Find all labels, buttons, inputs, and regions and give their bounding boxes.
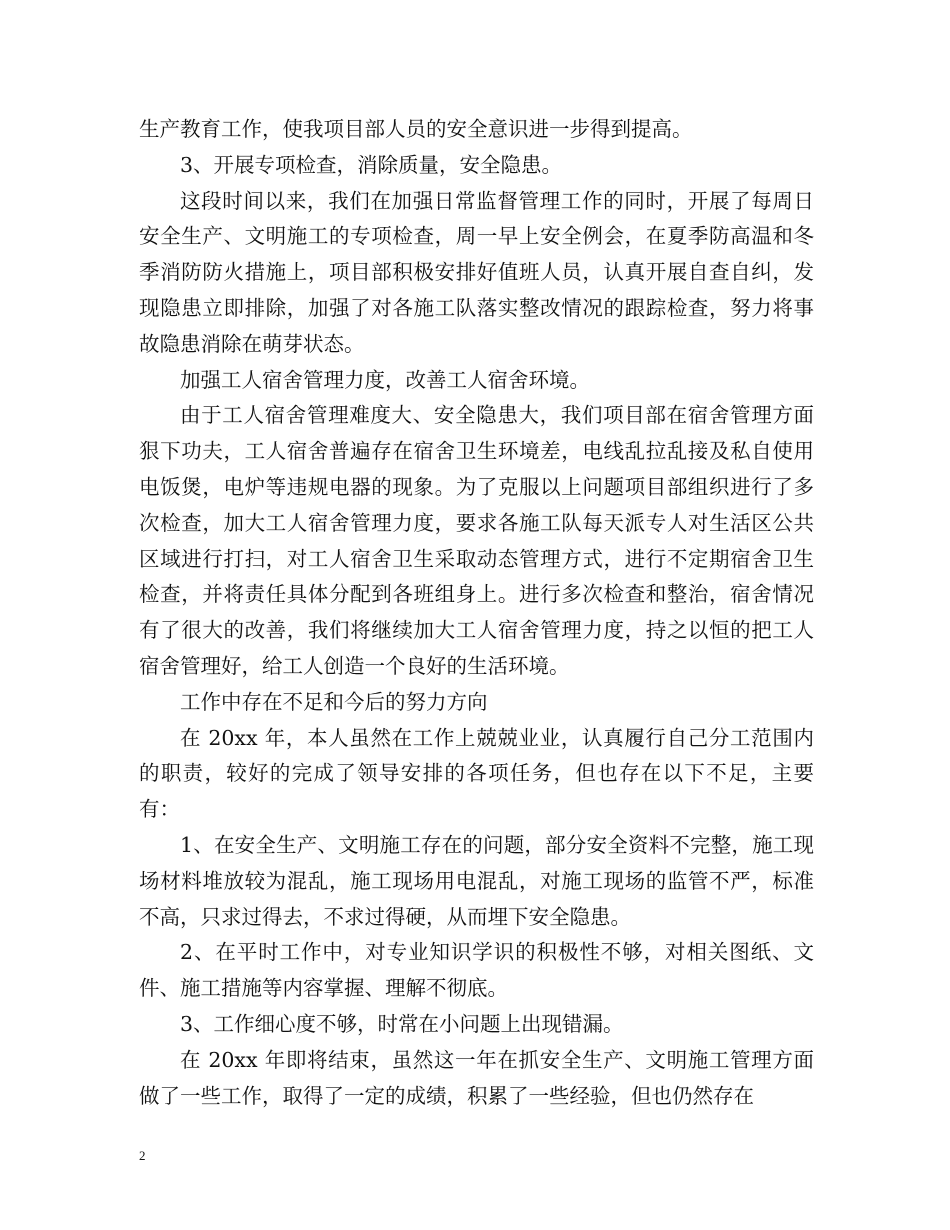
paragraph-dormitory-heading: 加强工人宿舍管理力度，改善工人宿舍环境。	[180, 367, 590, 392]
paragraph-shortcomings-heading: 工作中存在不足和今后的努力方向	[180, 689, 488, 714]
paragraph-shortcoming-2: 2、在平时工作中，对专业知识学识的积极性不够，对相关图纸、文件、施工措施等内容掌握、理解不彻底。	[139, 940, 814, 1001]
paragraph-item-3-inspection: 3、开展专项检查，消除质量，安全隐患。	[180, 152, 563, 177]
paragraph-year-end-summary: 在 20xx 年即将结束，虽然这一年在抓安全生产、文明施工管理方面做了一些工作，取得了一定的成绩，积累了一些经验，但也仍然存在	[139, 1047, 814, 1108]
paragraph-dormitory-details: 由于工人宿舍管理难度大、安全隐患大，我们项目部在宿舍管理方面狠下功夫，工人宿舍普遍存在宿舍卫生环境差，电线乱拉乱接及私自使用电饭煲，电炉等违规电器的现象。为了克服以上问题项目部组织进行了多次检查，加大工人宿舍管理力度，要求各施工队每天派专人对生活区公共区域进行打扫，对工人宿舍卫生采取动态管理方式，进行不定期宿舍卫生检查，并将责任具体分配到各班组身上。进行多次检查和整治，宿舍情况有了很大的改善，我们将继续加大工人宿舍管理力度，持之以恒的把工人宿舍管理好，给工人创造一个良好的生活环境。	[139, 403, 814, 678]
document-body	[139, 112, 814, 1114]
paragraph-shortcoming-3: 3、工作细心度不够，时常在小问题上出现错漏。	[180, 1011, 624, 1036]
paragraph-inspection-details: 这段时间以来，我们在加强日常监督管理工作的同时，开展了每周日安全生产、文明施工的专项检查，周一早上安全例会，在夏季防高温和冬季消防防火措施上，项目部积极安排好值班人员，认真开展自查自纠，发现隐患立即排除，加强了对各施工队落实整改情况的跟踪检查，努力将事故隐患消除在萌芽状态。	[139, 188, 814, 356]
paragraph-shortcomings-intro: 在 20xx 年，本人虽然在工作上兢兢业业，认真履行自己分工范围内的职责，较好的完成了领导安排的各项任务，但也存在以下不足，主要有：	[139, 725, 814, 822]
paragraph-shortcoming-1: 1、在安全生产、文明施工存在的问题，部分安全资料不完整，施工现场材料堆放较为混乱，施工现场用电混乱，对施工现场的监管不严，标准不高，只求过得去，不求过得硬，从而埋下安全隐患。	[139, 832, 814, 929]
paragraph-continuation: 生产教育工作，使我项目部人员的安全意识进一步得到提高。	[139, 117, 693, 141]
page-number: 2	[139, 1148, 146, 1163]
